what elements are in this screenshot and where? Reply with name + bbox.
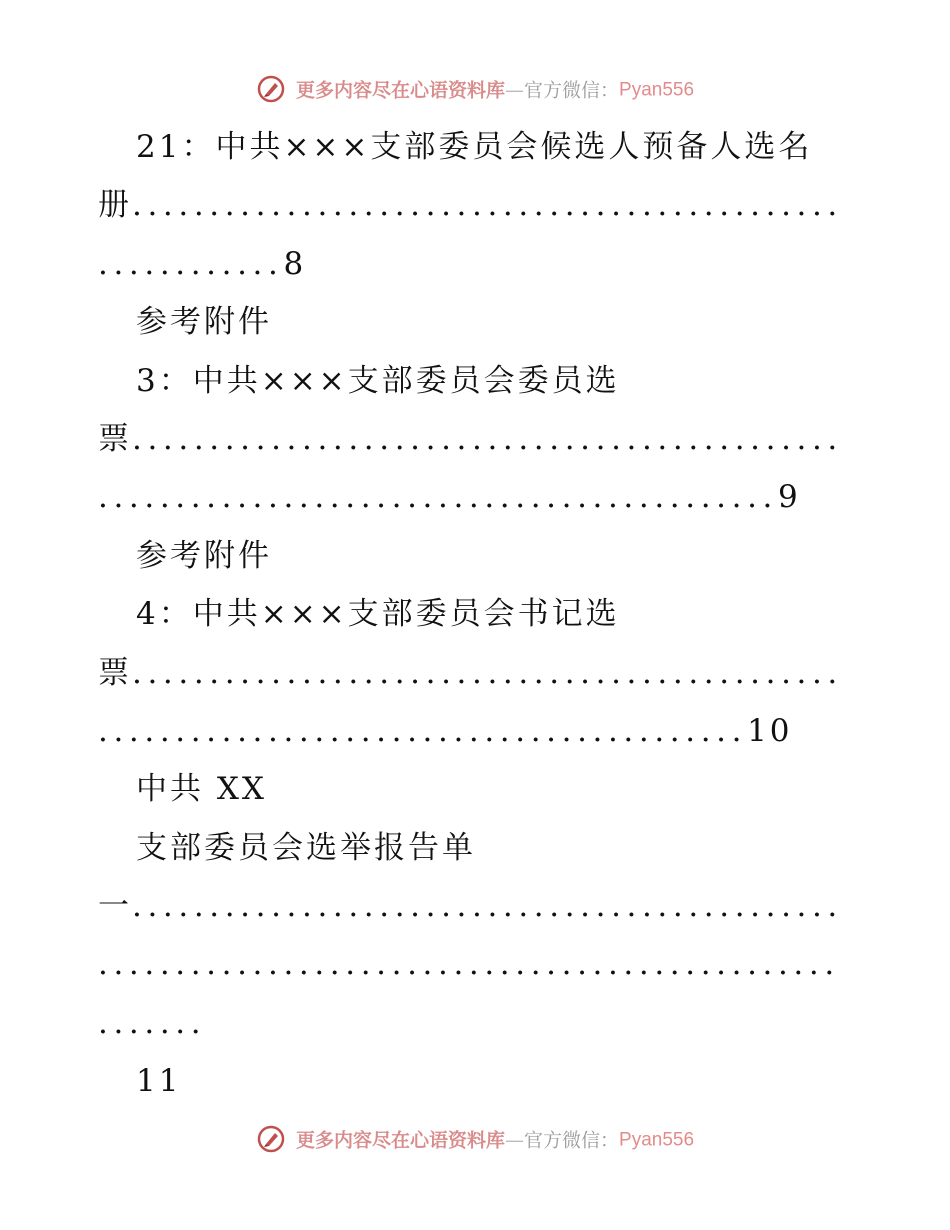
toc-item-21-dots-line-2 <box>98 235 858 293</box>
toc-item-4-title <box>98 585 858 643</box>
toc-item-3-cont: 票 <box>98 420 132 457</box>
watermark-brand: 更多内容尽在心语资料库 <box>296 79 506 102</box>
toc-item-4-title-text: 4：中共×××支部委员会书记选 <box>136 596 620 633</box>
pen-nib-logo-icon <box>256 74 286 104</box>
toc-leader-dots: ................................................ <box>98 946 840 983</box>
toc-item-3-dots-line-2 <box>98 468 858 526</box>
toc-ref-label-text: 参考附件 <box>136 537 272 574</box>
toc-item-3-title-text: 3：中共×××支部委员会委员选 <box>136 362 620 399</box>
toc-item-21-title-text: 21：中共×××支部委员会候选人预备人选名 <box>136 129 813 165</box>
toc-item-3-title <box>98 352 858 410</box>
watermark-footer <box>0 1122 950 1158</box>
toc-page-number: 11 <box>136 1063 182 1100</box>
toc-item-4-dots-line-1 <box>98 644 858 702</box>
toc-report-cont: 一 <box>98 888 132 925</box>
toc-leader-dots: .......................................... <box>98 712 748 749</box>
toc-item-21-title <box>98 118 858 176</box>
watermark-header <box>0 72 950 108</box>
toc-report-dots-line-3 <box>98 994 858 1052</box>
toc-item-21-dots-line-1 <box>98 176 858 234</box>
watermark-brand: 更多内容尽在心语资料库 <box>296 1129 506 1152</box>
watermark-separator: — <box>505 1129 525 1152</box>
watermark-wechat-id: Pyan556 <box>619 1129 695 1151</box>
toc-item-4-dots-line-2 <box>98 702 858 760</box>
toc-item-4-cont: 票 <box>98 654 132 691</box>
toc-item-21-cont: 册 <box>98 187 132 224</box>
toc-report-page-line <box>98 1052 858 1110</box>
toc-xx-title-text: 中共 XX <box>136 771 267 808</box>
toc-leader-dots: ....... <box>98 1004 207 1041</box>
watermark-wechat-label: 官方微信： <box>524 79 620 102</box>
toc-page-number: 8 <box>283 245 307 282</box>
watermark-separator: — <box>505 79 525 102</box>
toc-report-dots-line-1 <box>98 877 858 935</box>
toc-page-number: 9 <box>777 479 801 516</box>
toc-ref-label-text: 参考附件 <box>136 304 272 341</box>
watermark-wechat-label: 官方微信： <box>524 1129 620 1152</box>
toc-leader-dots: .............................................. <box>132 888 843 925</box>
toc-content <box>98 118 858 1111</box>
toc-leader-dots: .............................................. <box>132 420 843 457</box>
toc-report-title <box>98 819 858 877</box>
toc-leader-dots: .............................................. <box>132 654 843 691</box>
toc-report-dots-line-2 <box>98 935 858 993</box>
pen-nib-logo-icon <box>256 1124 286 1154</box>
toc-leader-dots: .............................................. <box>132 187 843 224</box>
toc-report-title-text: 支部委员会选举报告单 <box>136 829 476 866</box>
toc-leader-dots: ............................................ <box>98 479 778 516</box>
watermark-wechat-id: Pyan556 <box>619 79 695 101</box>
toc-xx-title <box>98 760 858 818</box>
toc-leader-dots: ............ <box>98 245 284 282</box>
toc-ref-label-2 <box>98 527 858 585</box>
toc-page-number: 10 <box>747 712 793 749</box>
toc-ref-label-1 <box>98 293 858 351</box>
toc-item-3-dots-line-1 <box>98 410 858 468</box>
